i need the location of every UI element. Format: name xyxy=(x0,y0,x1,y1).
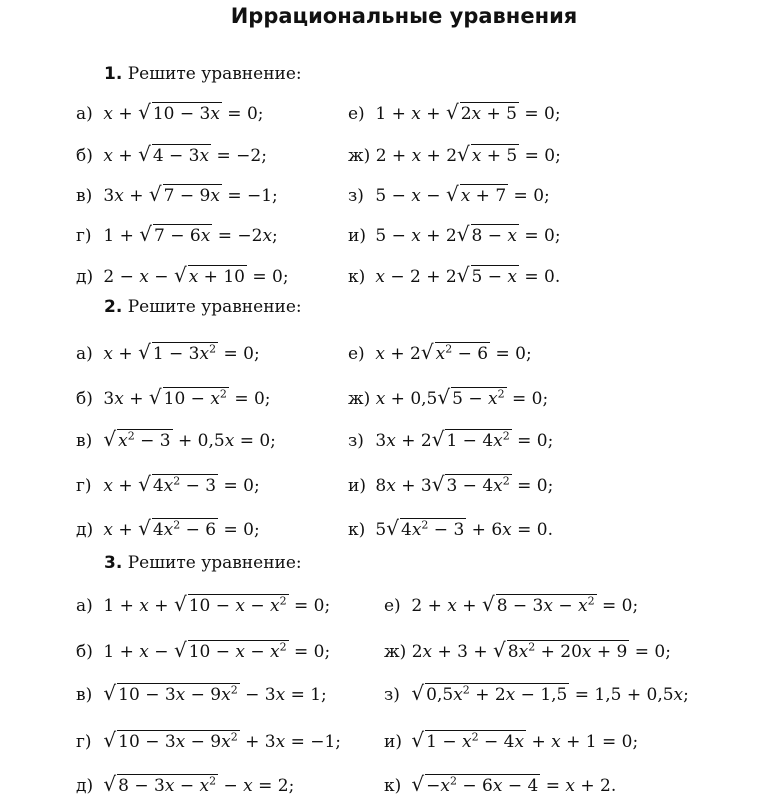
equation-label: е) xyxy=(348,104,365,124)
equation-label: з) xyxy=(348,186,364,206)
equation-text: √ $0,5x^2 + 2x - 1,5 = 1,5 + 0,5x$; xyxy=(411,681,689,705)
equation-2-left-3 xyxy=(76,427,276,451)
equation-text: 2 + x + √ $8 - 3x - x^2 = 0$; xyxy=(411,592,639,616)
equation-3-left-3 xyxy=(76,681,327,705)
equation-2-left-5 xyxy=(76,516,260,540)
equation-label: з) xyxy=(348,431,364,451)
equation-3-right-4 xyxy=(384,728,638,752)
equation-label: к) xyxy=(348,520,366,540)
equation-3-right-3 xyxy=(384,681,689,705)
equation-2-right-4 xyxy=(348,472,553,496)
equation-label: б) xyxy=(76,146,93,166)
equation-label: д) xyxy=(76,267,94,287)
equation-label: в) xyxy=(76,431,93,451)
equation-3-left-1 xyxy=(76,592,330,616)
equation-3-left-4 xyxy=(76,728,341,752)
equation-text: x − 2 + 2√ 5 − x = 0. xyxy=(375,263,561,287)
equation-label: а) xyxy=(76,344,93,364)
equation-1-left-4 xyxy=(76,222,278,246)
equation-label: г) xyxy=(76,226,92,246)
equation-2-left-4 xyxy=(76,472,260,496)
equation-label: з) xyxy=(384,685,400,705)
equation-label: г) xyxy=(76,732,92,752)
equation-label: б) xyxy=(76,642,93,662)
equation-1-right-3 xyxy=(348,182,550,206)
equation-text: 2x + 3 + √ $8x^2 + 20x + 9 = 0$; xyxy=(411,638,671,662)
equation-label: ж) xyxy=(348,146,371,166)
equation-label: г) xyxy=(76,476,92,496)
equation-text: √ $1 - x^2 - 4x + x + 1 = 0$; xyxy=(411,728,639,752)
section-3-heading: 3. Решите уравнение: xyxy=(104,553,302,573)
equation-1-right-2 xyxy=(348,142,561,166)
equation-text: 5√ $4x^2 - 3 + 6x = 0$. xyxy=(375,516,554,540)
equation-text: x + √ $4x^2 - 6 = 0$; xyxy=(103,516,260,540)
equation-text: √ $10 - 3x - 9x^2 - 3x = 1$; xyxy=(103,681,327,705)
equation-label: в) xyxy=(76,685,93,705)
page-title: Иррациональные уравнения xyxy=(230,4,578,28)
equation-text: x + √ 4 − 3x = −2; xyxy=(103,142,267,166)
equation-label: к) xyxy=(384,776,402,796)
equation-1-left-5 xyxy=(76,263,289,287)
equation-text: 1 + x − √ $10 - x - x^2 = 0$; xyxy=(103,638,331,662)
equation-3-left-5 xyxy=(76,772,294,796)
equation-label: а) xyxy=(76,596,93,616)
equation-3-right-5 xyxy=(384,772,616,796)
equation-text: x + √ $1 - 3x^2 = 0$; xyxy=(103,340,260,364)
equation-text: 1 + x + √ $10 - x - x^2 = 0$; xyxy=(103,592,331,616)
equation-text: 2 + x + 2√ x + 5 = 0; xyxy=(375,142,561,166)
equation-text: 3x + √ 7 − 9x = −1; xyxy=(103,182,278,206)
equation-label: б) xyxy=(76,389,93,409)
equation-text: 5 − x + 2√ 8 − x = 0; xyxy=(375,222,561,246)
equation-text: 8x + 3√ $3 - 4x^2 = 0$; xyxy=(375,472,554,496)
equation-label: ж) xyxy=(384,642,407,662)
equation-text: 1 + x + √ 2x + 5 = 0; xyxy=(375,100,561,124)
equation-1-left-3 xyxy=(76,182,278,206)
equation-3-left-2 xyxy=(76,638,330,662)
equation-text: √ $-x^2 - 6x - 4 = x + 2$. xyxy=(411,772,617,796)
equation-label: и) xyxy=(348,226,366,246)
equation-label: д) xyxy=(76,520,94,540)
equation-label: и) xyxy=(348,476,366,496)
equation-text: √ $x^2 - 3 + 0,5x = 0$; xyxy=(103,427,276,451)
equation-label: и) xyxy=(384,732,402,752)
equation-label: в) xyxy=(76,186,93,206)
equation-2-left-1 xyxy=(76,340,260,364)
equation-text: 3x + 2√ $1 - 4x^2 = 0$; xyxy=(375,427,554,451)
equation-label: д) xyxy=(76,776,94,796)
equation-2-left-2 xyxy=(76,385,271,409)
equation-text: x + √ $4x^2 - 3 = 0$; xyxy=(103,472,260,496)
equation-label: ж) xyxy=(348,389,371,409)
equation-label: а) xyxy=(76,104,93,124)
equation-3-right-1 xyxy=(384,592,638,616)
equation-2-right-1 xyxy=(348,340,532,364)
section-1-heading: 1. Решите уравнение: xyxy=(104,64,302,84)
equation-text: √ $8 - 3x - x^2 - x = 2$; xyxy=(103,772,295,796)
equation-text: √ $10 - 3x - 9x^2 + 3x = -1$; xyxy=(103,728,342,752)
equation-text: x + 0,5√ $5 - x^2 = 0$; xyxy=(375,385,549,409)
equation-label: е) xyxy=(348,344,365,364)
equation-text: x + √ 10 − 3x = 0; xyxy=(103,100,264,124)
section-2-heading: 2. Решите уравнение: xyxy=(104,297,302,317)
equation-text: 2 − x − √ x + 10 = 0; xyxy=(103,263,289,287)
equation-1-right-5 xyxy=(348,263,560,287)
equation-text: 3x + √ $10 - x^2 = 0$; xyxy=(103,385,271,409)
equation-2-right-2 xyxy=(348,385,548,409)
equation-1-right-1 xyxy=(348,100,561,124)
equation-2-right-5 xyxy=(348,516,553,540)
equation-text: 5 − x − √ x + 7 = 0; xyxy=(375,182,550,206)
equation-1-right-4 xyxy=(348,222,561,246)
equation-text: 1 + √ 7 − 6x = −2x; xyxy=(103,222,278,246)
equation-text: x + 2√ $x^2 - 6 = 0$; xyxy=(375,340,532,364)
equation-1-left-2 xyxy=(76,142,267,166)
equation-label: е) xyxy=(384,596,401,616)
equation-2-right-3 xyxy=(348,427,553,451)
equation-3-right-2 xyxy=(384,638,671,662)
equation-1-left-1 xyxy=(76,100,264,124)
equation-label: к) xyxy=(348,267,366,287)
